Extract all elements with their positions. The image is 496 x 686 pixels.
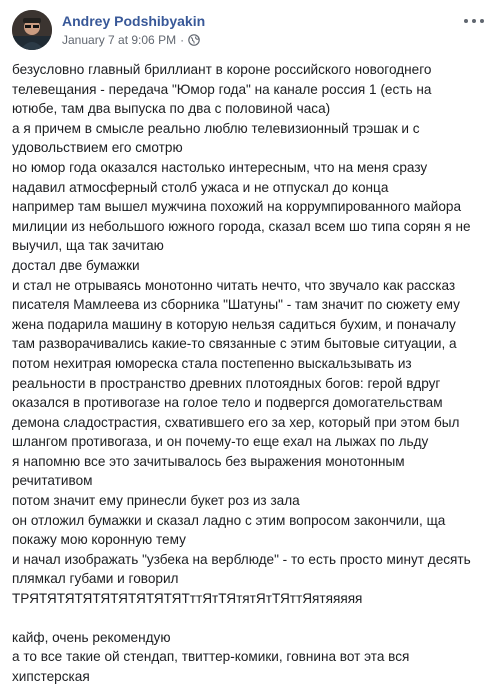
post-header [12, 10, 484, 54]
more-options-ellipsis-icon[interactable] [464, 14, 484, 28]
ellipsis-dot [472, 19, 476, 23]
post-meta [62, 33, 200, 47]
author-name-link[interactable]: Andrey Podshibyakin [62, 13, 206, 29]
post-body [12, 60, 484, 686]
ellipsis-dot [464, 19, 468, 23]
paragraph-gap [12, 609, 484, 628]
meta-separator: · [180, 33, 185, 47]
avatar[interactable] [12, 10, 52, 50]
globe-icon[interactable] [188, 34, 200, 46]
post-text-paragraph: кайф, очень рекомендую а то все такие ой стендап, твиттер-комики, говнина вот эта вся хипстерская [12, 629, 410, 684]
post-text-paragraph: безусловно главный бриллиант в короне российского новогоднего телевещания - передача "Юмор года" на канале россия 1 (есть на ютюбе, там два выпуска по два с половиной часа) а я причем в смысле реально люблю телевизионный трэшак и с удовольствием его смотрю но юмор года оказался настолько интересным, что на меня сразу надавил атмосферный столб ужаса и не отпускал до конца например там вышел мужчина похожий на коррумпированного майора милиции из небольшого южного города, сказал всем шо типа сорян я не выучил, ща так зачитаю достал две бумажки и стал не отрываясь монотонно читать нечто, что звучало как рассказ писателя Мамлеева из сборника "Шатуны" - там значит по сюжету ему жена подарила машину в которую нельзя садиться бухим, и поначалу там разворачивались какие-то связанные с этим бытовые ситуации, а потом нехитрая юмореска стала постепенно выскальзывать из реальности в пространство древних плотоядных богов: герой вдруг оказался в противогазе на голое тело и подвергся домогательствам демона сладострастия, схватившего его за хер, который при этом был шлангом противогаза, и он почему-то еще ехал на лыжах по льду я напомню все это зачитывалось без выражения монотонным речитативом потом значит ему принесли букет роз из зала он отложил бумажки и сказал ладно с этим вопросом закончили, ща покажу мою коронную тему и начал изображать "узбека на верблюде" - то есть просто минут десять плямкал губами и говорил ТРЯТЯТЯТЯТЯТЯТЯТЯТЯТттЯтТЯтятЯтТЯттЯятяяяяя [12, 62, 471, 607]
avatar-image [12, 10, 52, 50]
post-timestamp[interactable]: January 7 at 9:06 PM [62, 33, 177, 47]
ellipsis-dot [480, 19, 484, 23]
